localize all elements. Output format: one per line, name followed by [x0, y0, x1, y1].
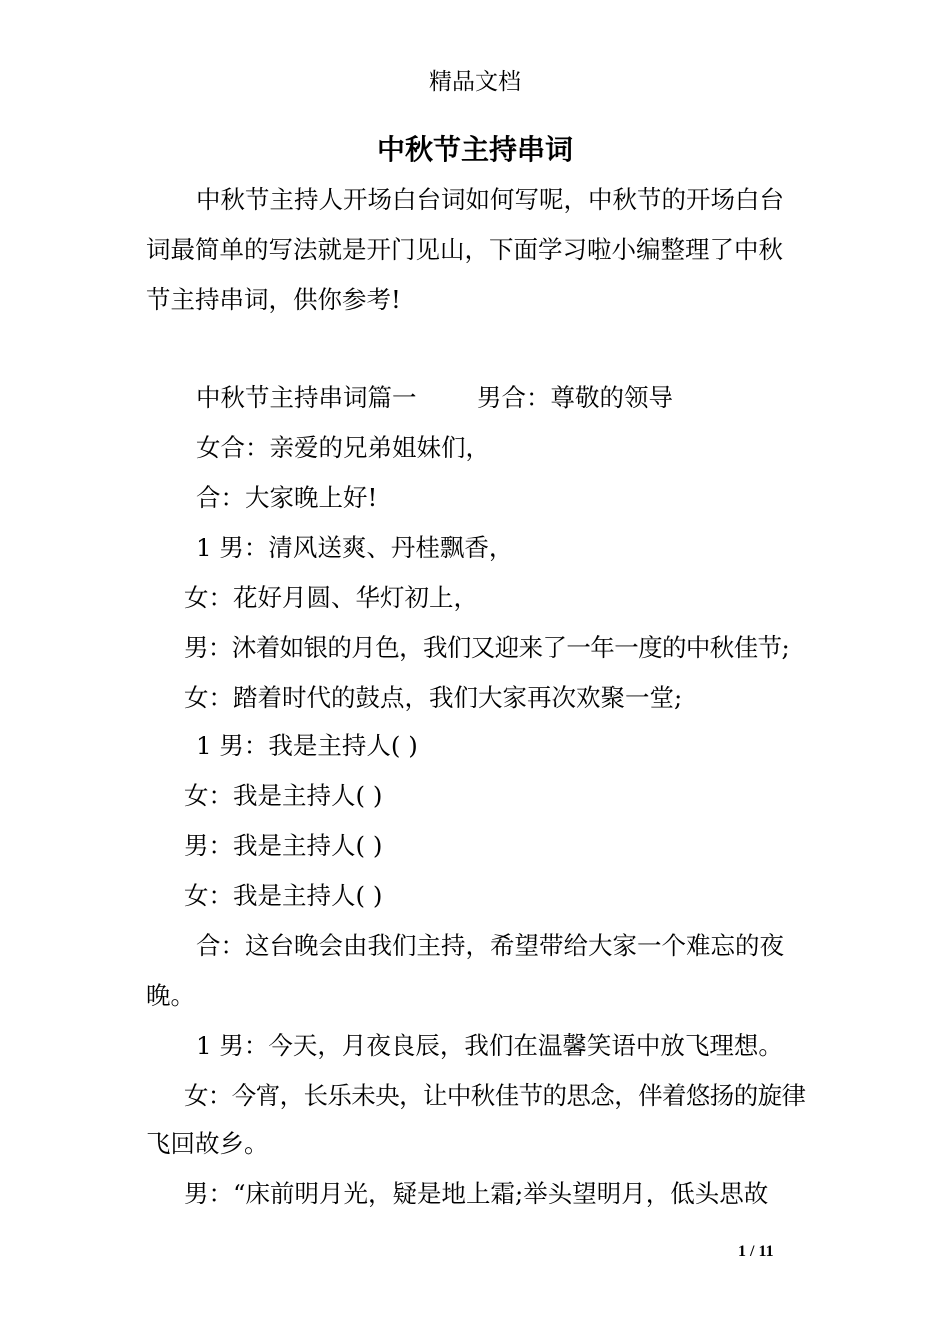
script-line: 晚。: [146, 981, 195, 1010]
section-heading: 中秋节主持串词篇一: [196, 383, 417, 412]
script-line: 男：我是主持人( ): [184, 831, 383, 860]
paragraph-line: 节主持串词，供你参考!: [146, 285, 401, 314]
document-title: 中秋节主持串词: [376, 133, 573, 166]
script-line: 男合：尊敬的领导: [477, 383, 673, 412]
script-line: 男：“床前明月光，疑是地上霜;举头望明月，低头思故: [184, 1179, 769, 1208]
script-line: 1 男：今天，月夜良辰，我们在温馨笑语中放飞理想。: [196, 1031, 783, 1060]
script-line: 女：我是主持人( ): [184, 881, 383, 910]
script-line: 女：我是主持人( ): [184, 781, 383, 810]
script-line: 1 男：我是主持人( ): [196, 731, 418, 760]
page-header: 精品文档: [429, 69, 521, 95]
script-line: 飞回故乡。: [146, 1129, 269, 1158]
script-line: 1 男：清风送爽、丹桂飘香，: [196, 533, 514, 562]
script-line: 男：沐着如银的月色，我们又迎来了一年一度的中秋佳节;: [184, 633, 790, 662]
script-line: 女合：亲爱的兄弟姐妹们，: [196, 433, 490, 462]
paragraph-line: 中秋节主持人开场白台词如何写呢，中秋节的开场白台: [196, 185, 784, 214]
script-line: 女：踏着时代的鼓点，我们大家再次欢聚一堂;: [184, 683, 683, 712]
script-line: 合：这台晚会由我们主持，希望带给大家一个难忘的夜: [196, 931, 784, 960]
script-line: 女：花好月圆、华灯初上，: [184, 583, 478, 612]
paragraph-line: 词最简单的写法就是开门见山，下面学习啦小编整理了中秋: [146, 235, 783, 264]
page-number: 1 / 11: [738, 1243, 774, 1260]
script-line: 女：今宵，长乐未央，让中秋佳节的思念，伴着悠扬的旋律: [184, 1081, 806, 1110]
script-line: 合：大家晚上好!: [196, 483, 378, 512]
